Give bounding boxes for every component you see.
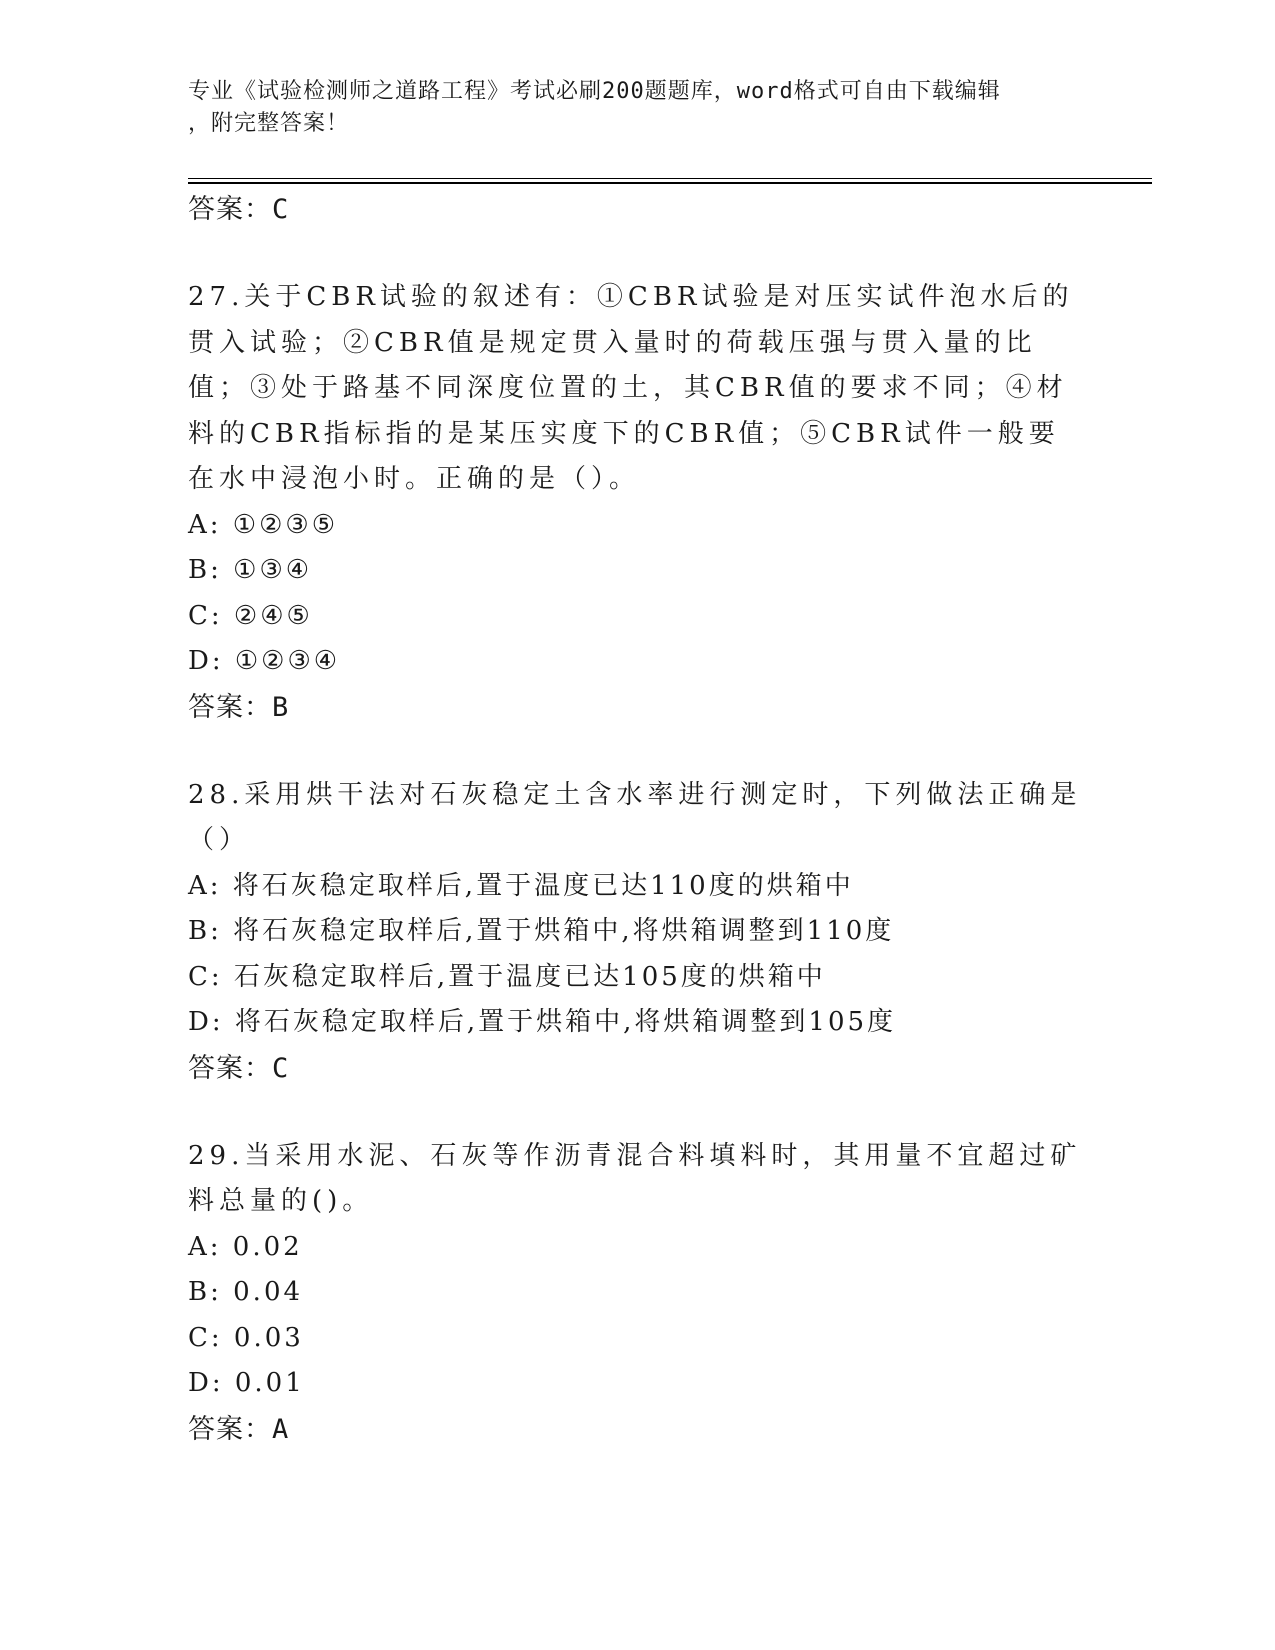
option-c: C: 石灰稳定取样后,置于温度已达105度的烘箱中 (188, 961, 826, 992)
option-b: B: 将石灰稳定取样后,置于烘箱中,将烘箱调整到110度 (188, 916, 895, 946)
previous-answer: 答案：C (188, 194, 290, 225)
option-c: C: 0.03 (188, 1322, 304, 1353)
option-d: D: 0.01 (188, 1368, 305, 1398)
page-header (188, 76, 1068, 140)
question-list (188, 187, 1088, 1453)
option-a: A: 0.02 (188, 1231, 303, 1262)
question-stem: 28.采用烘干法对石灰稳定土含水率进行测定时，下列做法正确是（） (188, 779, 1082, 855)
question-stem: 27.关于CBR试验的叙述有：①CBR试验是对压实试件泡水后的贯入试验；②CBR值是规定贯入量时的荷载压强与贯入量的比值；③处于路基不同深度位置的土，其CBR值的要求不同；④材料的CBR指标指的是某压实度下的CBR值；⑤CBR试件一般要在水中浸泡小时。正确的是（）。 (188, 282, 1074, 494)
header-divider-thick (188, 182, 1152, 184)
spacer (188, 1092, 1088, 1134)
option-b: B: ①③④ (188, 555, 313, 585)
question-28 (188, 773, 1088, 1092)
header-divider-thin (188, 178, 1152, 179)
question-27 (188, 275, 1088, 731)
question-stem: 29.当采用水泥、石灰等作沥青混合料填料时，其用量不宜超过矿料总量的()。 (188, 1140, 1082, 1216)
spacer (188, 233, 1088, 275)
question-29 (188, 1134, 1088, 1453)
option-a: A: 将石灰稳定取样后,置于温度已达110度的烘箱中 (188, 870, 854, 901)
answer: 答案：B (188, 691, 290, 723)
option-a: A: ①②③⑤ (188, 509, 339, 540)
answer: 答案：C (188, 1052, 290, 1084)
header-line-1: 专业《试验检测师之道路工程》考试必刷200题题库，word格式可自由下载编辑 (188, 79, 1001, 104)
answer: 答案：A (188, 1413, 290, 1445)
header-line-2: ，附完整答案！ (188, 111, 350, 136)
option-c: C: ②④⑤ (188, 600, 313, 631)
option-d: D: ①②③④ (188, 646, 341, 676)
option-d: D: 将石灰稳定取样后,置于烘箱中,将烘箱调整到105度 (188, 1007, 897, 1037)
spacer (188, 731, 1088, 773)
option-b: B: 0.04 (188, 1277, 304, 1307)
